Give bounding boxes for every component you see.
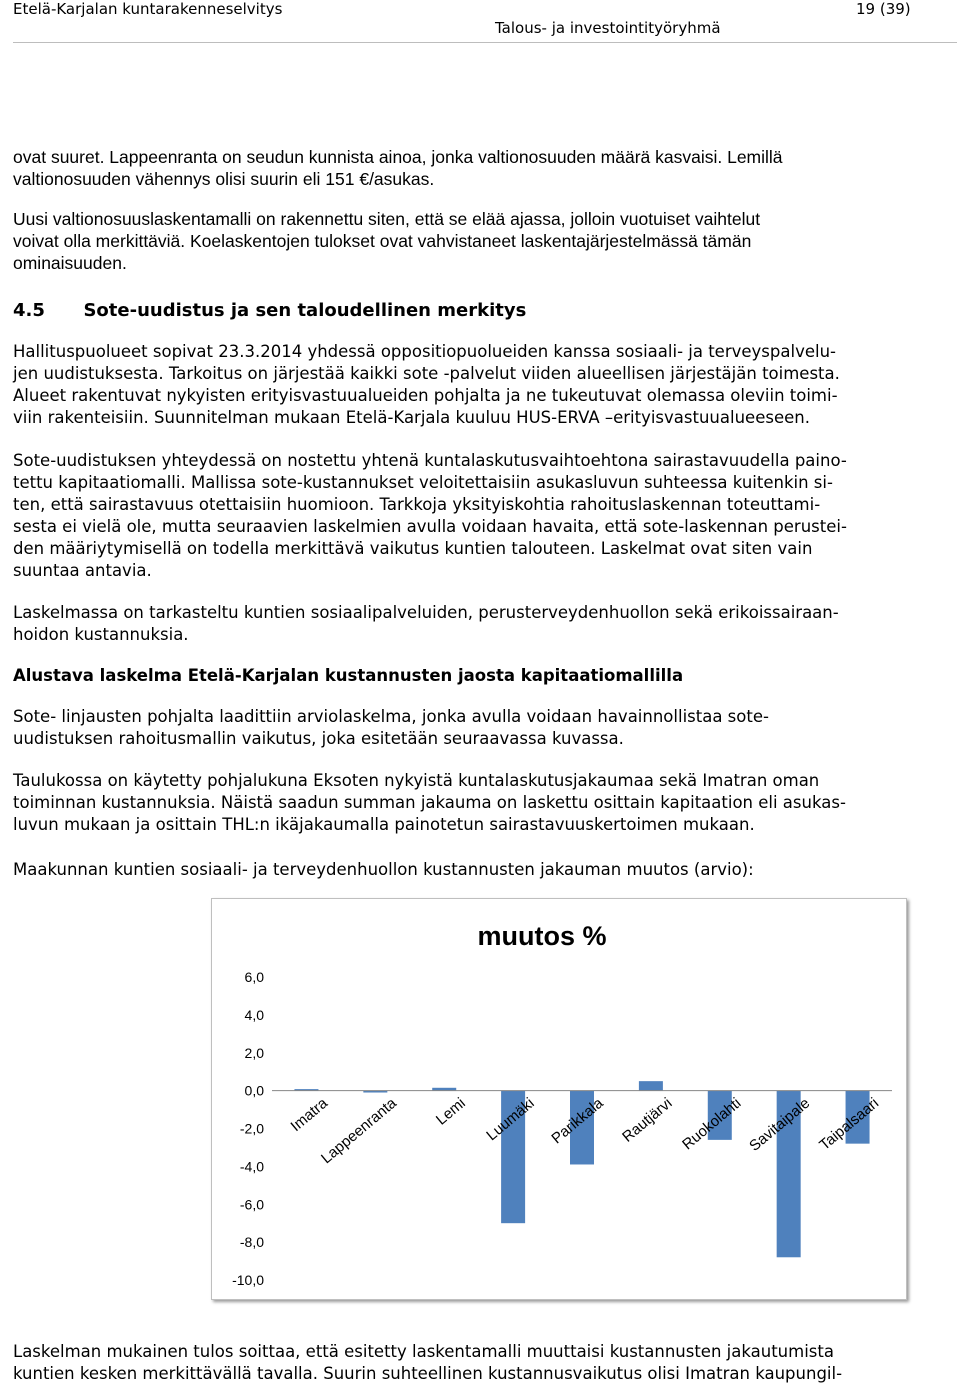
text-line: voivat olla merkittäviä. Koelaskentojen tulokset ovat vahvistaneet laskentajärjestelmässä tämän — [13, 231, 752, 251]
text-line: Taulukossa on käytetty pohjalukuna Eksoten nykyistä kuntalaskutusjakaumaa sekä Imatran oman — [13, 771, 820, 790]
category-label: Ruokolahti — [679, 1094, 745, 1154]
text-line: Laskelmassa on tarkasteltu kuntien sosiaalipalveluiden, perusterveydenhuollon sekä erikoissairaan- — [13, 603, 839, 622]
text-line: jen uudistuksesta. Tarkoitus on järjestää kaikki sote -palvelut viiden alueellisen järjestäjän toimesta. — [13, 364, 840, 383]
category-label: Rautjärvi — [619, 1094, 676, 1146]
paragraph-1 — [13, 146, 958, 190]
text-line: viin rakenteisiin. Suunnitelman mukaan Etelä-Karjala kuuluu HUS-ERVA –erityisvastuualueeseen. — [13, 408, 810, 427]
header-divider — [13, 42, 957, 43]
text-line: luvun mukaan ja osittain THL:n ikäjakaumalla painotetun sairastavuuskertoimen mukaan. — [13, 815, 755, 834]
bar-chart-svg — [212, 899, 906, 1299]
paragraph-2 — [13, 208, 958, 274]
text-line: ten, että sairastavuus otettaisiin huomioon. Tarkkoja yksityiskohtia rahoituslaskennan toteuttami- — [13, 495, 821, 514]
paragraph-7 — [13, 770, 958, 836]
category-label: Imatra — [287, 1094, 332, 1136]
text-line: kuntien kesken merkittävällä tavalla. Suurin suhteellinen kustannusvaikutus olisi Imatran kaupungil- — [13, 1364, 843, 1383]
category-label: Savitaipale — [746, 1094, 814, 1155]
text-line: ovat suuret. Lappeenranta on seudun kunnista ainoa, jonka valtionosuuden määrä kasvaisi. Lemillä — [13, 147, 783, 167]
paragraph-9 — [13, 1341, 958, 1385]
text-line: Sote-uudistuksen yhteydessä on nostettu yhtenä kuntalaskutusvaihtoehtona sairastavuudella paino- — [13, 451, 847, 470]
text-line: tettu kapitaatiomalli. Mallissa sote-kustannukset veloitettaisiin asukasluvun suhteessa kuitenkin si- — [13, 473, 833, 492]
y-tick-label: -6,0 — [239, 1196, 264, 1213]
chart-caption: Maakunnan kuntien sosiaali- ja terveydenhuollon kustannusten jakauman muutos (arvio): — [13, 860, 754, 879]
chart-title: muutos % — [477, 921, 607, 951]
subheading: Alustava laskelma Etelä-Karjalan kustannusten jaosta kapitaatiomallilla — [13, 666, 684, 685]
text-line: uudistuksen rahoitusmallin vaikutus, joka esitetään seuraavassa kuvassa. — [13, 729, 624, 748]
category-label: Parikkala — [548, 1094, 607, 1148]
y-tick-label: 4,0 — [244, 1006, 264, 1023]
paragraph-3 — [13, 341, 958, 429]
y-tick-label: 2,0 — [244, 1044, 264, 1061]
category-label: Taipalsaari — [816, 1094, 883, 1154]
section-title: Sote-uudistus ja sen taloudellinen merkitys — [83, 300, 527, 321]
text-line: ominaisuuden. — [13, 253, 127, 273]
text-line: hoidon kustannuksia. — [13, 625, 189, 644]
text-line: Uusi valtionosuuslaskentamalli on rakennettu siten, että se elää ajassa, jolloin vuotuiset vaihtelut — [13, 209, 761, 229]
section-heading — [13, 300, 958, 322]
category-label: Lemi — [432, 1094, 469, 1129]
text-line: toiminnan kustannuksia. Näistä saadun summan jakauma on laskettu osittain kapitaation eli asukas- — [13, 793, 846, 812]
text-line: Laskelman mukainen tulos soittaa, että esitetty laskentamalli muuttaisi kustannusten jakautumista — [13, 1342, 834, 1361]
y-tick-label: -2,0 — [239, 1120, 264, 1137]
text-line: valtionosuuden vähennys olisi suurin eli 151 €/asukas. — [13, 169, 435, 189]
y-tick-label: -4,0 — [239, 1158, 264, 1175]
bar-chart — [211, 898, 907, 1300]
category-label: Lappeenranta — [318, 1094, 400, 1168]
text-line: sesta ei vielä ole, mutta seuraavien laskelmien avulla voidaan havaita, että sote-laskennan perustei- — [13, 517, 847, 536]
paragraph-4 — [13, 450, 958, 582]
category-label: Luumäki — [483, 1094, 538, 1145]
paragraph-5 — [13, 602, 958, 646]
header-page-number: 19 (39) — [856, 0, 911, 18]
paragraph-6 — [13, 706, 958, 750]
y-tick-label: 0,0 — [244, 1082, 264, 1099]
text-line: suuntaa antavia. — [13, 561, 152, 580]
text-line: den määriytymisellä on todella merkittävä vaikutus kuntien talouteen. Laskelmat ovat siten vain — [13, 539, 813, 558]
header-document-title: Etelä-Karjalan kuntarakenneselvitys — [13, 0, 283, 18]
text-line: Hallituspuolueet sopivat 23.3.2014 yhdessä oppositiopuolueiden kanssa sosiaali- ja terveyspalvelu- — [13, 342, 836, 361]
y-tick-label: -8,0 — [239, 1234, 264, 1251]
text-line: Alueet rakentuvat nykyisten erityisvastuualueiden pohjalta ja ne tukeutuvat olemassa oleviin toimi- — [13, 386, 838, 405]
y-tick-label: -10,0 — [232, 1272, 264, 1288]
header-working-group: Talous- ja investointityöryhmä — [495, 19, 721, 37]
y-tick-label: 6,0 — [244, 969, 264, 985]
section-number: 4.5 — [13, 300, 45, 321]
bar-rautjärvi — [639, 1081, 663, 1090]
text-line: Sote- linjausten pohjalta laadittiin arviolaskelma, jonka avulla voidaan havainnollistaa sote- — [13, 707, 769, 726]
